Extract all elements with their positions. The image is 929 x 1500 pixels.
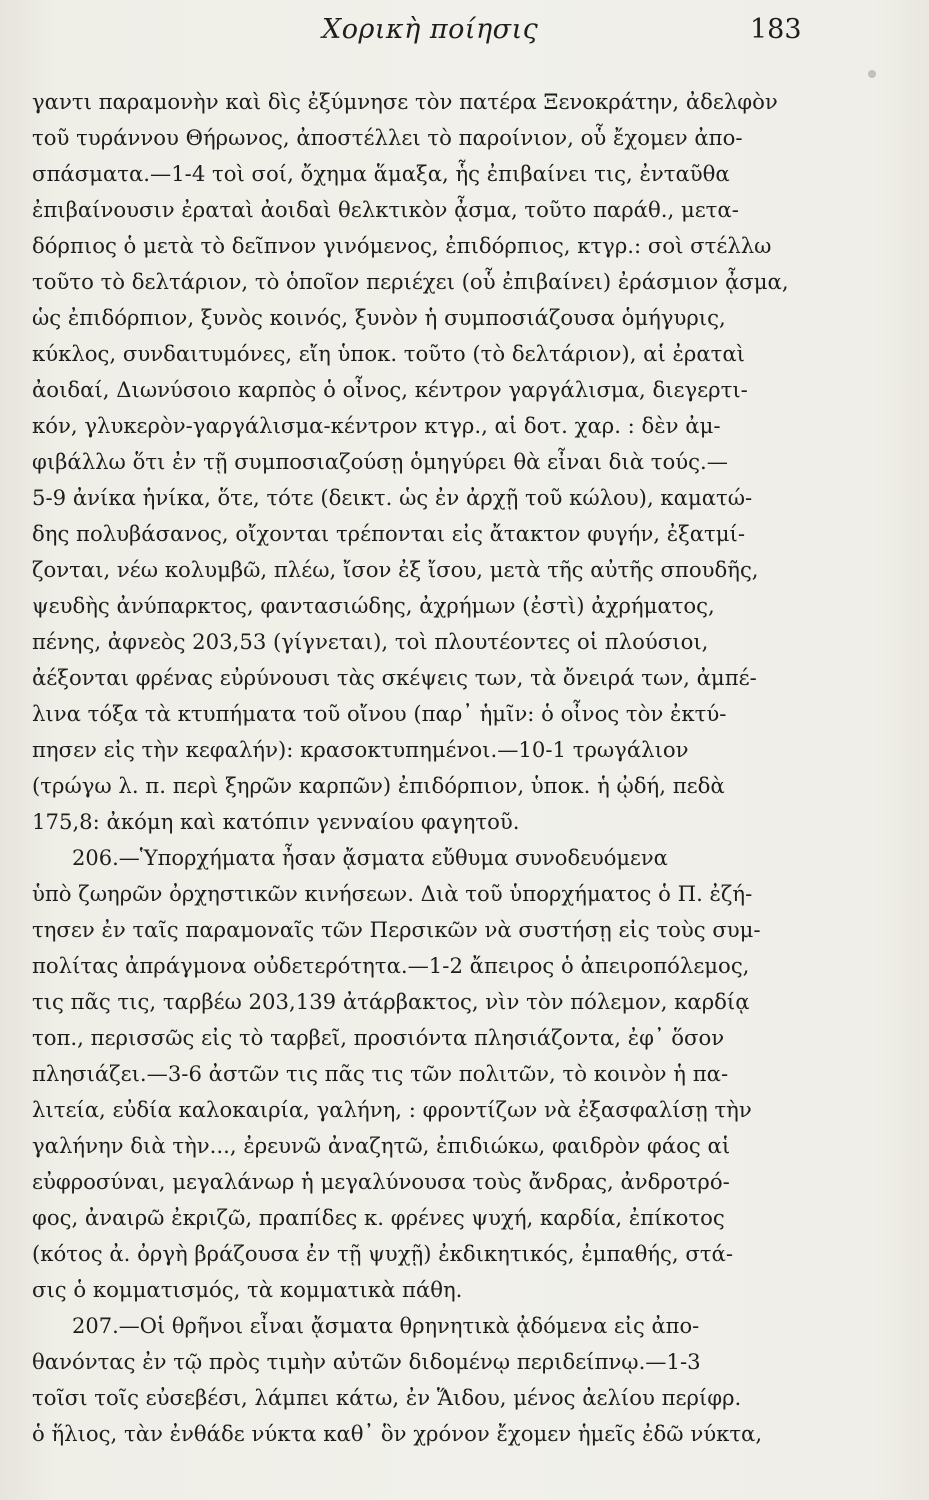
section-207-heading-line: 207.—Οἱ θρῆνοι εἶναι ᾄσματα θρηνητικὰ ᾀδόμενα εἰς ἀπο- (72, 1314, 700, 1338)
text-line: φιβάλλω ὅτι ἐν τῇ συμποσιαζούσῃ ὁμηγύρει θὰ εἶναι διὰ τούς.— (32, 449, 728, 474)
text-line: 175,8: ἀκόμη καὶ κατόπιν γενναίου φαγητοῦ. (32, 809, 520, 834)
text-line: εὐφροσύναι, μεγαλάνωρ ἡ μεγαλύνουσα τοὺς ἄνδρας, ἀνδροτρό- (32, 1169, 730, 1194)
text-line: κύκλος, συνδαιτυμόνες, εἴη ὑποκ. τοῦτο (τὸ δελτάριον), αἱ ἐραταὶ (32, 341, 745, 366)
text-line: πένης, ἀφνεὸς 203,53 (γίγνεται), τοὶ πλουτέοντες οἱ πλούσιοι, (32, 629, 709, 654)
text-line: σις ὁ κομματισμός, τὰ κομματικὰ πάθη. (32, 1277, 463, 1302)
body-text (0, 84, 929, 1452)
text-line: πλησιάζει.—3-6 ἀστῶν τις πᾶς τις τῶν πολιτῶν, τὸ κοινὸν ἡ πα- (32, 1061, 729, 1086)
text-line: τοῦ τυράννου Θήρωνος, ἀποστέλλει τὸ παροίνιον, οὗ ἔχομεν ἀπο- (32, 125, 743, 150)
text-line: ὁ ἥλιος, τὰν ἐνθάδε νύκτα καθ᾽ ὃν χρόνον ἔχομεν ἡμεῖς ἐδῶ νύκτα, (32, 1421, 763, 1446)
text-line: γαλήνην διὰ τὴν..., ἐρευνῶ ἀναζητῶ, ἐπιδιώκω, φαιδρὸν φάος αἱ (32, 1133, 731, 1158)
page-number: 183 (750, 14, 802, 45)
text-line: (κότος ἀ. ὀργὴ βράζουσα ἐν τῇ ψυχῇ) ἐκδικητικός, ἐμπαθής, στά- (32, 1241, 734, 1266)
text-line: τις πᾶς τις, ταρβέω 203,139 ἀτάρβακτος, νὶν τὸν πόλεμον, καρδίᾳ (32, 989, 750, 1014)
text-line: (τρώγω λ. π. περὶ ξηρῶν καρπῶν) ἐπιδόρπιον, ὑποκ. ἡ ᾠδή, πεδὰ (32, 773, 725, 798)
running-head (0, 14, 929, 54)
ink-dot (868, 70, 876, 78)
text-line: σπάσματα.—1-4 τοὶ σοί, ὄχημα ἅμαξα, ἧς ἐπιβαίνει τις, ἐνταῦθα (32, 161, 730, 186)
text-line: ζονται, νέω κολυμβῶ, πλέω, ἴσον ἐξ ἴσου, μετὰ τῆς αὐτῆς σπουδῆς, (32, 557, 759, 582)
text-line: τησεν ἐν ταῖς παραμοναῖς τῶν Περσικῶν νὰ συστήσῃ εἰς τοὺς συμ- (32, 917, 761, 942)
text-line: πησεν εἰς τὴν κεφαλήν): κρασοκτυπημένοι.—10-1 τρωγάλιον (32, 737, 689, 762)
text-line: γαντι παραμονὴν καὶ δὶς ἐξύμνησε τὸν πατέρα Ξενοκράτην, ἀδελφὸν (32, 89, 778, 114)
text-line: ὑπὸ ζωηρῶν ὀρχηστικῶν κινήσεων. Διὰ τοῦ ὑπορχήματος ὁ Π. ἐζή- (32, 881, 753, 906)
text-line: ἐπιβαίνουσιν ἐραταὶ ἀοιδαὶ θελκτικὸν ᾆσμα, τοῦτο παράθ., μετα- (32, 197, 739, 222)
text-line: πολίτας ἀπράγμονα οὐδετερότητα.—1-2 ἄπειρος ὁ ἀπειροπόλεμος, (32, 953, 750, 978)
running-title: Χορικὴ ποίησις (322, 14, 539, 45)
text-line: λιτεία, εὐδία καλοκαιρία, γαλήνη, : φροντίζων νὰ ἐξασφαλίσῃ τὴν (32, 1097, 752, 1122)
section-206-heading-line: 206.—Ὑπορχήματα ἦσαν ᾄσματα εὔθυμα συνοδευόμενα (72, 846, 668, 870)
text-line: δης πολυβάσανος, οἴχονται τρέπονται εἰς ἄτακτον φυγήν, ἐξατμί- (32, 521, 746, 546)
text-line: φος, ἀναιρῶ ἐκριζῶ, πραπίδες κ. φρένες ψυχή, καρδία, ἐπίκοτος (32, 1205, 725, 1230)
text-line: 5-9 ἀνίκα ἡνίκα, ὅτε, τότε (δεικτ. ὡς ἐν ἀρχῇ τοῦ κώλου), καματώ- (32, 485, 753, 510)
text-line: ψευδὴς ἀνύπαρκτος, φαντασιώδης, ἀχρήμων (ἐστὶ) ἀχρήματος, (32, 593, 715, 618)
text-line: τοῖσι τοῖς εὐσεβέσι, λάμπει κάτω, ἐν Ἅιδου, μένος ἀελίου περίφρ. (32, 1385, 742, 1410)
text-line: τοῦτο τὸ δελτάριον, τὸ ὁποῖον περιέχει (οὗ ἐπιβαίνει) ἐράσμιον ᾆσμα, (32, 269, 789, 294)
text-line: ἀοιδαί, Διωνύσοιο καρπὸς ὁ οἶνος, κέντρον γαργάλισμα, διεγερτι- (32, 377, 748, 402)
text-line: θανόντας ἐν τῷ πρὸς τιμὴν αὐτῶν διδομένῳ περιδείπνῳ.—1-3 (32, 1349, 701, 1374)
text-line: λινα τόξα τὰ κτυπήματα τοῦ οἴνου (παρ᾽ ἡμῖν: ὁ οἶνος τὸν ἐκτύ- (32, 701, 727, 726)
text-line: τοπ., περισσῶς εἰς τὸ ταρβεῖ, προσιόντα πλησιάζοντα, ἐφ᾽ ὅσον (32, 1025, 725, 1050)
text-line: ἀέξονται φρένας εὐρύνουσι τὰς σκέψεις των, τὰ ὄνειρά των, ἀμπέ- (32, 665, 757, 690)
text-line: κόν, γλυκερὸν-γαργάλισμα-κέντρον κτγρ., αἱ δοτ. χαρ. : δὲν ἀμ- (32, 413, 721, 438)
text-line: ὡς ἐπιδόρπιον, ξυνὸς κοινός, ξυνὸν ἡ συμποσιάζουσα ὁμήγυρις, (32, 305, 726, 330)
text-line: δόρπιος ὁ μετὰ τὸ δεῖπνον γινόμενος, ἐπιδόρπιος, κτγρ.: σοὶ στέλλω (32, 233, 772, 258)
